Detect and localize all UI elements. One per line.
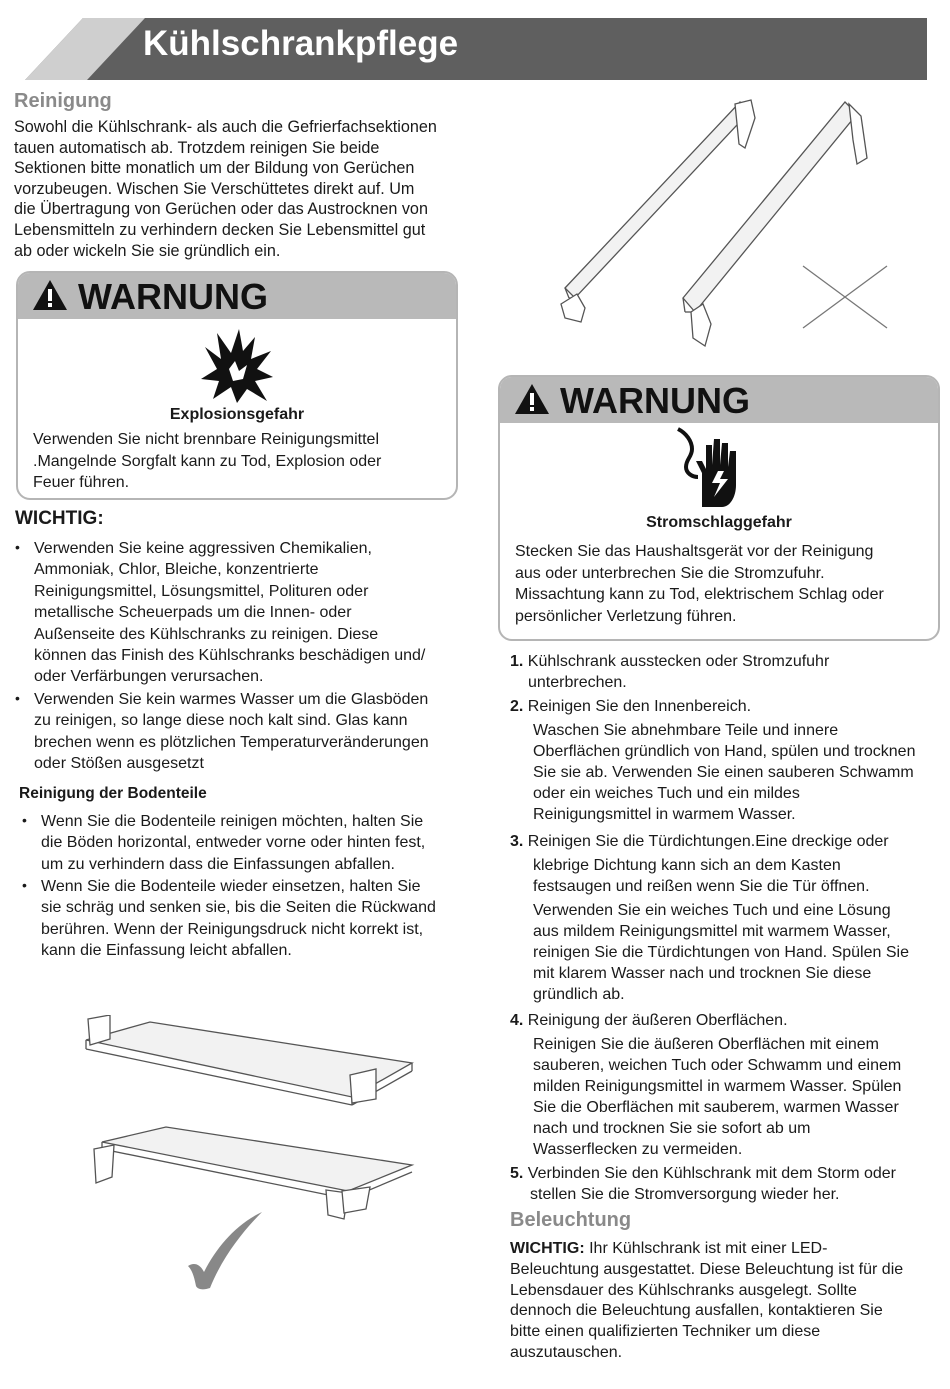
- page-header: [25, 18, 927, 80]
- step-1: [510, 651, 940, 693]
- text-line: Wenn Sie die Bodenteile reinigen möchten, halten Sie: [41, 813, 424, 830]
- text-line: Verbinden Sie den Kühlschrank mit dem Storm oder: [527, 1165, 896, 1182]
- step-number: 1.: [510, 653, 524, 670]
- warning-title: WARNUNG: [560, 380, 750, 421]
- warning-triangle-icon: [32, 279, 68, 311]
- text-line: Missachtung kann zu Tod, elektrischem Schlag oder: [515, 586, 884, 603]
- reinigung-paragraph: [14, 117, 484, 261]
- text-line: Reinigen Sie den Innenbereich.: [527, 698, 752, 715]
- text-line: Sowohl die Kühlschrank- als auch die Gefrierfachsektionen: [14, 118, 437, 136]
- step-2: [510, 696, 950, 825]
- text-line: Sie die Oberflächen mit sauberem, warmen Wasser: [533, 1099, 899, 1116]
- bullet-dot: •: [22, 877, 27, 893]
- text-line: Ammoniak, Chlor, Bleiche, konzentrierte: [34, 561, 319, 579]
- text-line: oder ein weiches Tuch und ein mildes: [533, 785, 800, 802]
- warning-caption: Stromschlaggefahr: [646, 514, 792, 531]
- text-line: Reinigungsmittel in warmem Wasser.: [533, 806, 796, 823]
- text-line: Wasserflecken zu vermeiden.: [533, 1141, 743, 1158]
- text-line: .Mangelnde Sorgfalt kann zu Tod, Explosion oder: [33, 452, 382, 470]
- bodenteile-bullet: [22, 811, 481, 875]
- bullet-dot: •: [15, 539, 20, 555]
- step-number: 5.: [510, 1165, 524, 1182]
- text-line: Beleuchtung ausgestattet. Diese Beleuchtung ist für die: [510, 1260, 904, 1278]
- step-3: [510, 831, 950, 1005]
- text-line: Reinigen Sie die Türdichtungen.Eine dreckige oder: [527, 833, 889, 850]
- section-title-beleuchtung: Beleuchtung: [510, 1209, 632, 1231]
- text-line: auszutauschen.: [510, 1343, 623, 1361]
- warning-header: [500, 377, 938, 423]
- text-line: Sie sie ab. Verwenden Sie einen sauberen Schwamm: [533, 764, 914, 781]
- text-line: reinigen Sie die Türdichtungen von Hand. Spülen Sie: [533, 944, 909, 961]
- text-line: Reinigungsmittel, Lösungsmittel, Polituren oder: [34, 582, 369, 600]
- text-line: Verwenden Sie ein weiches Tuch und eine Lösung: [533, 902, 891, 919]
- text-line: berühren. Wenn der Reinigungsdruck nicht korrekt ist,: [41, 920, 424, 938]
- warning-title: WARNUNG: [78, 276, 268, 317]
- text-line: bitte einen qualifizierten Techniker um diese: [510, 1323, 821, 1341]
- text-line: Feuer führen.: [33, 474, 130, 491]
- warning-caption: Explosionsgefahr: [169, 406, 305, 423]
- text-line: Außenseite des Kühlschranks zu reinigen. Diese: [34, 625, 379, 643]
- text-line: die Übertragung von Gerüchen oder das Austrocknen von: [14, 200, 428, 219]
- text-line: milden Reinigungsmittel in warmem Wasser. Spülen: [533, 1078, 902, 1095]
- step-number: 2.: [510, 698, 524, 715]
- text-line: um zu verhindern dass die Einfassungen abfallen.: [41, 855, 395, 873]
- text-line: zu reinigen, so lange diese noch kalt sind. Glas kann: [34, 712, 408, 730]
- text-line: oder Stößen ausgesetzt: [34, 755, 204, 773]
- text-line: tauen automatisch ab. Trotzdem reinigen Sie beide: [14, 138, 380, 157]
- text-line: Verwenden Sie kein warmes Wasser um die Glasböden: [34, 691, 429, 708]
- page-title: Kühlschrankpflege: [143, 24, 459, 63]
- text-line: Ihr Kühlschrank ist mit einer LED-: [584, 1240, 828, 1257]
- text-line: ab oder wickeln Sie sie gründlich ein.: [14, 241, 281, 260]
- wichtig-bullet: [15, 689, 484, 775]
- text-line: stellen Sie die Stromversorgung wieder her.: [530, 1186, 840, 1203]
- step-body: [510, 855, 950, 1005]
- text-line: Wenn Sie die Bodenteile wieder einsetzen, halten Sie: [41, 878, 421, 895]
- section-title-reinigung: Reinigung: [14, 90, 112, 112]
- text-line: Lebensmitteln zu verhindern decken Sie Lebensmittel gut: [14, 220, 426, 239]
- text-line: Lebensdauer des Kühlschranks ausgelegt. Sollte: [510, 1281, 857, 1299]
- text-line: nach und trocknen Sie sie sofort ab um: [533, 1120, 811, 1137]
- wichtig-heading: WICHTIG:: [15, 508, 104, 529]
- warning-header: [18, 273, 456, 319]
- text-line: persönlicher Verletzung führen.: [515, 607, 737, 625]
- text-line: Oberflächen gründlich von Hand, spülen und trocknen: [533, 743, 916, 760]
- step-body: [510, 1034, 950, 1160]
- text-line: mit klarem Wasser nach und trocknen Sie diese: [533, 965, 872, 982]
- explosion-icon: [199, 329, 275, 403]
- bodenteile-bullet: [22, 876, 481, 962]
- text-line: Reinigen Sie die äußeren Oberflächen mit einem: [533, 1036, 879, 1053]
- text-line: klebrige Dichtung kann sich an dem Kasten: [533, 857, 841, 874]
- text-line: festsaugen und reißen wenn Sie die Tür öffnen.: [533, 878, 870, 895]
- text-line: Sektionen bitte monatlich um der Bildung von Gerüchen: [14, 159, 415, 178]
- warning-text: [515, 541, 935, 627]
- step-number: 4.: [510, 1012, 524, 1029]
- bullet-dot: •: [22, 812, 27, 828]
- text-line: können das Finish des Kühlschranks beschädigen und/: [34, 647, 426, 665]
- shelf-vertical-illustration: [555, 98, 895, 358]
- text-line: aus mildem Reinigungsmittel mit warmem Wasser,: [533, 923, 891, 940]
- step-body: [510, 720, 950, 825]
- text-line: Stecken Sie das Haushaltsgerät vor der Reinigung: [515, 543, 874, 560]
- text-line: sie schräg und senken sie, bis die Seiten die Rückwand: [41, 899, 436, 917]
- electric-shock-hand-icon: [672, 427, 746, 509]
- text-line: oder Verfärbungen verursachen.: [34, 668, 264, 686]
- text-line: Verwenden Sie nicht brennbare Reinigungsmittel: [33, 431, 379, 448]
- warning-text: [33, 429, 448, 494]
- bullet-dot: •: [15, 690, 20, 706]
- bodenteile-heading: Reinigung der Bodenteile: [19, 785, 207, 802]
- step-number: 3.: [510, 833, 524, 850]
- warning-triangle-icon: [514, 383, 550, 415]
- beleuchtung-paragraph: [510, 1239, 950, 1364]
- checkmark-icon: [186, 1210, 266, 1292]
- text-line: Verwenden Sie keine aggressiven Chemikalien,: [34, 540, 372, 557]
- text-line: Waschen Sie abnehmbare Teile und innere: [533, 722, 839, 739]
- warning-box-shock: [498, 375, 940, 641]
- step-4: [510, 1010, 950, 1160]
- text-line: aus oder unterbrechen Sie die Stromzufuhr.: [515, 564, 825, 582]
- text-line: gründlich ab.: [533, 986, 625, 1003]
- step-5: [510, 1163, 950, 1205]
- shelf-horizontal-illustration: [80, 1015, 420, 1225]
- text-line: die Böden horizontal, entweder vorne oder hinten fest,: [41, 834, 426, 852]
- text-line: dennoch die Beleuchtung ausfallen, kontaktieren Sie: [510, 1302, 883, 1320]
- important-label: WICHTIG:: [510, 1240, 585, 1257]
- text-line: sauberen, weichen Tuch oder Schwamm und einem: [533, 1057, 902, 1074]
- text-line: vorzubeugen. Wischen Sie Verschüttetes direkt auf. Um: [14, 179, 415, 198]
- text-line: unterbrechen.: [528, 674, 627, 691]
- text-line: brechen wenn es plötzlichen Temperaturveränderungen: [34, 733, 429, 751]
- text-line: Reinigung der äußeren Oberflächen.: [527, 1012, 788, 1029]
- text-line: Kühlschrank ausstecken oder Stromzufuhr: [527, 653, 830, 670]
- text-line: metallische Scheuerpads um die Innen- oder: [34, 604, 352, 622]
- warning-box-explosion: [16, 271, 458, 500]
- wichtig-bullet: [15, 538, 484, 688]
- text-line: kann die Einfassung leicht abfallen.: [41, 942, 292, 960]
